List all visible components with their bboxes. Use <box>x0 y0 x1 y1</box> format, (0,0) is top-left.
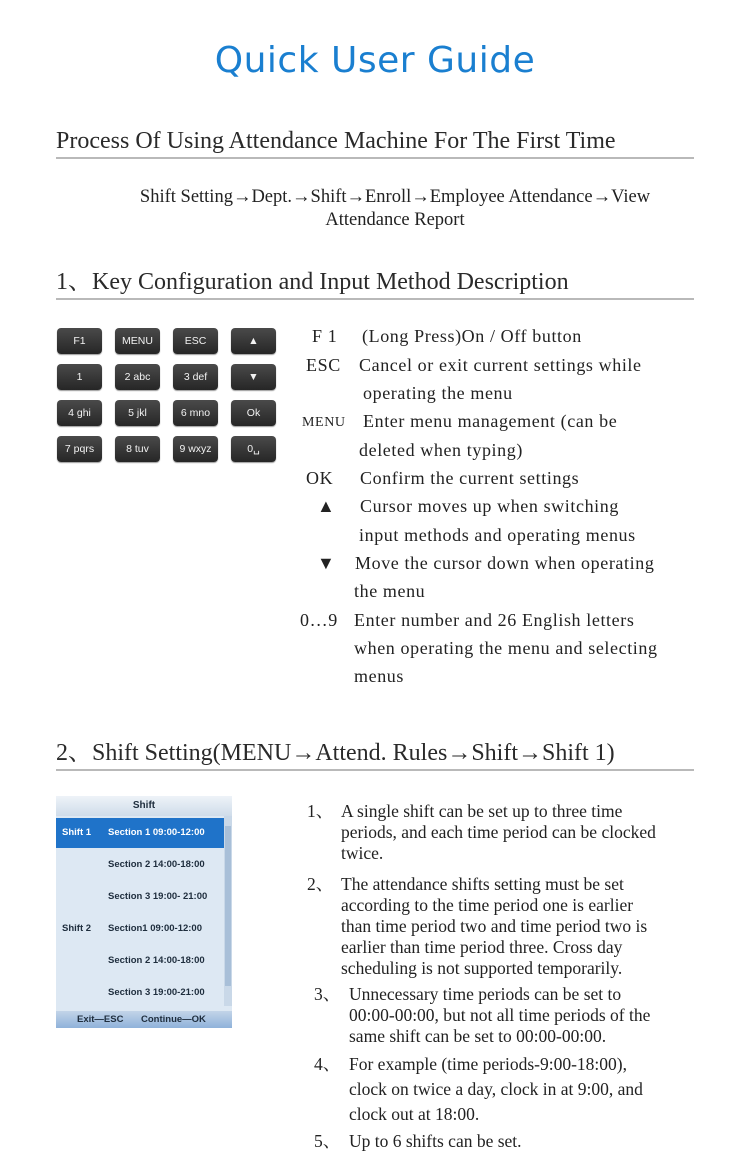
desc-text-down-2: the menu <box>354 581 426 601</box>
shift-label: Shift 1 <box>62 827 92 838</box>
process-flow-line-2: Attendance Report <box>325 210 465 230</box>
shift-row[interactable] <box>56 946 224 976</box>
shift-screen-title: Shift <box>56 796 232 816</box>
note-line: 00:00-00:00, but not all time periods of the <box>349 1005 651 1025</box>
desc-text-menu-1: Enter menu management (can be <box>363 411 618 431</box>
section-label: Section 2 14:00-18:00 <box>108 955 205 966</box>
shift-row[interactable] <box>56 882 224 912</box>
desc-key-menu: MENU <box>302 415 346 430</box>
note-line: clock on twice a day, clock in at 9:00, and <box>349 1079 643 1099</box>
note-1 <box>307 801 727 864</box>
note-line: scheduling is not supported temporarily. <box>341 958 623 978</box>
note-number: 3、 <box>314 984 341 1004</box>
shift-label: Shift 2 <box>62 923 92 934</box>
section-label: Section 3 19:00-21:00 <box>108 987 205 998</box>
process-flow-line-1: Shift Setting→Dept.→Shift→Enroll→Employee Attendance→View <box>139 187 651 207</box>
note-line: Unnecessary time periods can be set to <box>349 984 622 1004</box>
note-line: periods, and each time period can be clocked <box>341 822 656 842</box>
note-5 <box>314 1131 734 1152</box>
shift-screen-footer <box>56 1011 232 1028</box>
desc-key-ok: OK <box>306 468 334 488</box>
note-number: 4、 <box>314 1054 341 1074</box>
note-line: same shift can be set to 00:00-00:00. <box>349 1026 607 1046</box>
note-line: A single shift can be set up to three time <box>341 801 623 821</box>
key-f1: F1 <box>57 328 102 354</box>
shift-row[interactable] <box>56 978 224 1008</box>
key-down-icon: ▼ <box>231 364 276 390</box>
shift-row[interactable] <box>56 914 224 944</box>
desc-text-up-2: input methods and operating menus <box>359 525 636 545</box>
note-text <box>349 984 650 1047</box>
desc-text-digits-2: when operating the menu and selecting <box>354 638 658 658</box>
note-number: 2、 <box>307 874 334 894</box>
page-title: Quick User Guide <box>214 40 536 81</box>
keypad-illustration <box>57 328 277 464</box>
section-label: Section 2 14:00-18:00 <box>108 859 205 870</box>
desc-text-f1: (Long Press)On / Off button <box>362 326 582 346</box>
desc-text-digits-1: Enter number and 26 English letters <box>354 610 635 630</box>
scrollbar[interactable] <box>224 816 232 1006</box>
desc-key-digits: 0…9 <box>300 610 338 630</box>
key-3: 3 def <box>173 364 218 390</box>
key-ok: Ok <box>231 400 276 426</box>
desc-text-up-1: Cursor moves up when switching <box>360 496 619 516</box>
desc-text-ok: Confirm the current settings <box>360 468 580 488</box>
section2-heading: 2、Shift Setting(MENU→Attend. Rules→Shift→Shift 1) <box>56 732 694 771</box>
note-line: The attendance shifts setting must be set <box>341 874 624 894</box>
process-heading: Process Of Using Attendance Machine For The First Time <box>56 128 694 159</box>
key-1: 1 <box>57 364 102 390</box>
shift-row[interactable] <box>56 818 224 848</box>
desc-text-menu-2: deleted when typing) <box>359 440 523 460</box>
section-label: Section 1 09:00-12:00 <box>108 827 205 838</box>
note-line: than time period two and time period two is <box>341 916 648 936</box>
desc-key-f1: F 1 <box>312 326 338 346</box>
note-2 <box>307 874 727 979</box>
desc-key-down-icon: ▼ <box>317 553 336 573</box>
note-4 <box>314 1052 734 1128</box>
note-line: earlier than time period three. Cross day <box>341 937 623 957</box>
shift-row[interactable] <box>56 850 224 880</box>
shift-screen <box>56 796 232 1028</box>
desc-text-esc-1: Cancel or exit current settings while <box>359 355 642 375</box>
footer-continue: Continue—OK <box>141 1014 206 1025</box>
section-label: Section 3 19:00- 21:00 <box>108 891 208 902</box>
footer-exit: Exit—ESC <box>77 1014 124 1025</box>
note-text <box>341 801 656 864</box>
note-3 <box>314 984 734 1047</box>
key-up-icon: ▲ <box>231 328 276 354</box>
key-2: 2 abc <box>115 364 160 390</box>
desc-key-up-icon: ▲ <box>317 496 336 516</box>
key-4: 4 ghi <box>57 400 102 426</box>
note-line: according to the time period one is earlier <box>341 895 634 915</box>
note-text <box>349 1131 522 1152</box>
note-line: clock out at 18:00. <box>349 1104 480 1124</box>
note-text <box>349 1052 643 1127</box>
key-0: 0␣ <box>231 436 276 462</box>
process-flow <box>60 186 730 232</box>
note-line: For example (time periods-9:00-18:00), <box>349 1054 627 1074</box>
desc-key-esc: ESC <box>306 355 341 375</box>
note-number: 1、 <box>307 801 334 821</box>
note-number: 5、 <box>314 1131 341 1151</box>
key-5: 5 jkl <box>115 400 160 426</box>
note-line: twice. <box>341 843 384 863</box>
desc-text-down-1: Move the cursor down when operating <box>355 553 655 573</box>
scrollbar-thumb[interactable] <box>225 826 231 986</box>
key-7: 7 pqrs <box>57 436 102 462</box>
desc-text-digits-3: menus <box>354 666 404 686</box>
section-label: Section1 09:00-12:00 <box>108 923 202 934</box>
key-esc: ESC <box>173 328 218 354</box>
note-line: Up to 6 shifts can be set. <box>349 1131 522 1151</box>
key-9: 9 wxyz <box>173 436 218 462</box>
key-8: 8 tuv <box>115 436 160 462</box>
note-text <box>341 874 647 979</box>
key-6: 6 mno <box>173 400 218 426</box>
desc-text-esc-2: operating the menu <box>363 383 513 403</box>
section1-heading: 1、Key Configuration and Input Method Description <box>56 261 694 300</box>
key-menu: MENU <box>115 328 160 354</box>
